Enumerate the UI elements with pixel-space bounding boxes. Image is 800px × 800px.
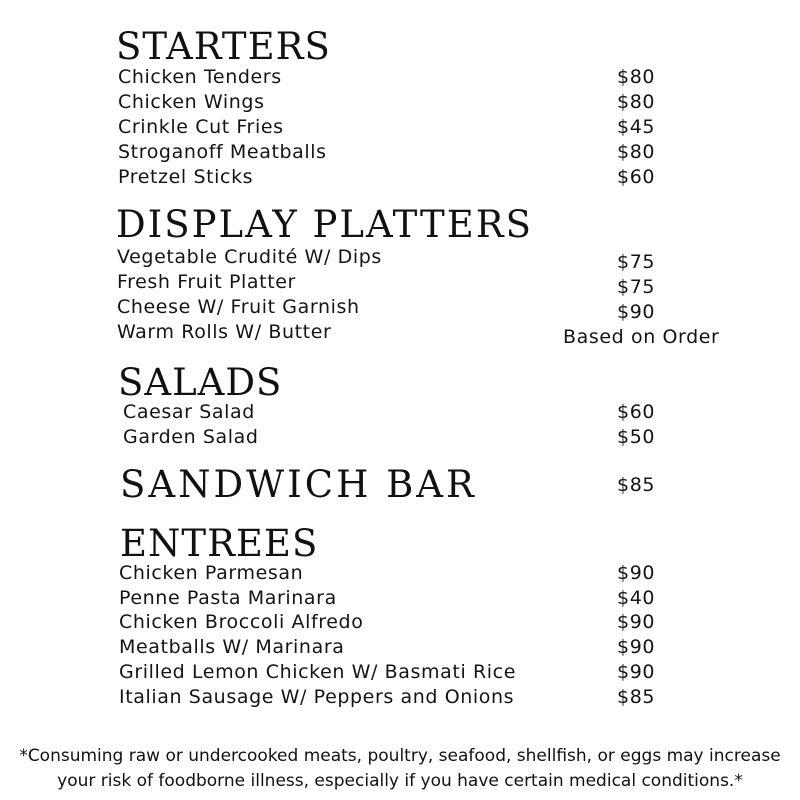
menu-item-name: Warm Rolls W/ Butter (117, 321, 332, 343)
menu-item-name: Pretzel Sticks (118, 166, 254, 188)
menu-item-name: Meatballs W/ Marinara (119, 636, 345, 658)
menu-item-name: Cheese W/ Fruit Garnish (117, 296, 360, 318)
menu-item-price: $75 (617, 276, 656, 298)
menu-item-name: Crinkle Cut Fries (118, 116, 284, 138)
menu-item-price: $85 (617, 686, 656, 708)
menu-item-price: $80 (617, 91, 656, 113)
menu-item-name: Vegetable Crudité W/ Dips (117, 246, 382, 268)
food-safety-disclaimer (0, 744, 800, 794)
menu-item-name: Chicken Broccoli Alfredo (119, 611, 364, 633)
menu-item-name: Stroganoff Meatballs (118, 141, 327, 163)
menu-item-name: Penne Pasta Marinara (119, 587, 337, 609)
menu-item-price: Based on Order (563, 326, 720, 348)
menu-item-name: Chicken Parmesan (119, 562, 304, 584)
menu-item-price: $90 (617, 636, 656, 658)
menu-item-price: $50 (617, 426, 656, 448)
section-heading-starters: STARTERS (116, 25, 331, 68)
menu-item-price: $80 (617, 141, 656, 163)
menu-item-price: $60 (617, 166, 656, 188)
menu-item-price: $90 (617, 301, 656, 323)
menu-item-price: $90 (617, 661, 656, 683)
menu-item-name: Caesar Salad (123, 401, 255, 423)
menu-item-price: $45 (617, 116, 656, 138)
menu-item-name: Fresh Fruit Platter (117, 271, 296, 293)
menu-item-price: $90 (617, 562, 656, 584)
disclaimer-line-1: *Consuming raw or undercooked meats, poultry, seafood, shellfish, or eggs may increase (19, 746, 781, 766)
menu-item-price: $80 (617, 66, 656, 88)
menu-item-name: Italian Sausage W/ Peppers and Onions (119, 686, 515, 708)
menu-item-price: $75 (617, 251, 656, 273)
menu-item-name: Chicken Wings (118, 91, 265, 113)
section-heading-salads: SALADS (118, 361, 283, 404)
sandwich-bar-price: $85 (617, 474, 656, 496)
menu-item-name: Garden Salad (123, 426, 259, 448)
section-heading-entrees: ENTREES (120, 522, 319, 565)
section-heading-sandwich-bar: SANDWICH BAR (120, 463, 477, 506)
menu-item-price: $40 (617, 587, 656, 609)
menu-item-price: $60 (617, 401, 656, 423)
menu-item-name: Chicken Tenders (118, 66, 282, 88)
menu-item-price: $90 (617, 611, 656, 633)
menu-item-name: Grilled Lemon Chicken W/ Basmati Rice (119, 661, 516, 683)
disclaimer-line-2: your risk of foodborne illness, especially if you have certain medical conditions.* (57, 771, 743, 791)
section-heading-display-platters: DISPLAY PLATTERS (116, 203, 533, 246)
